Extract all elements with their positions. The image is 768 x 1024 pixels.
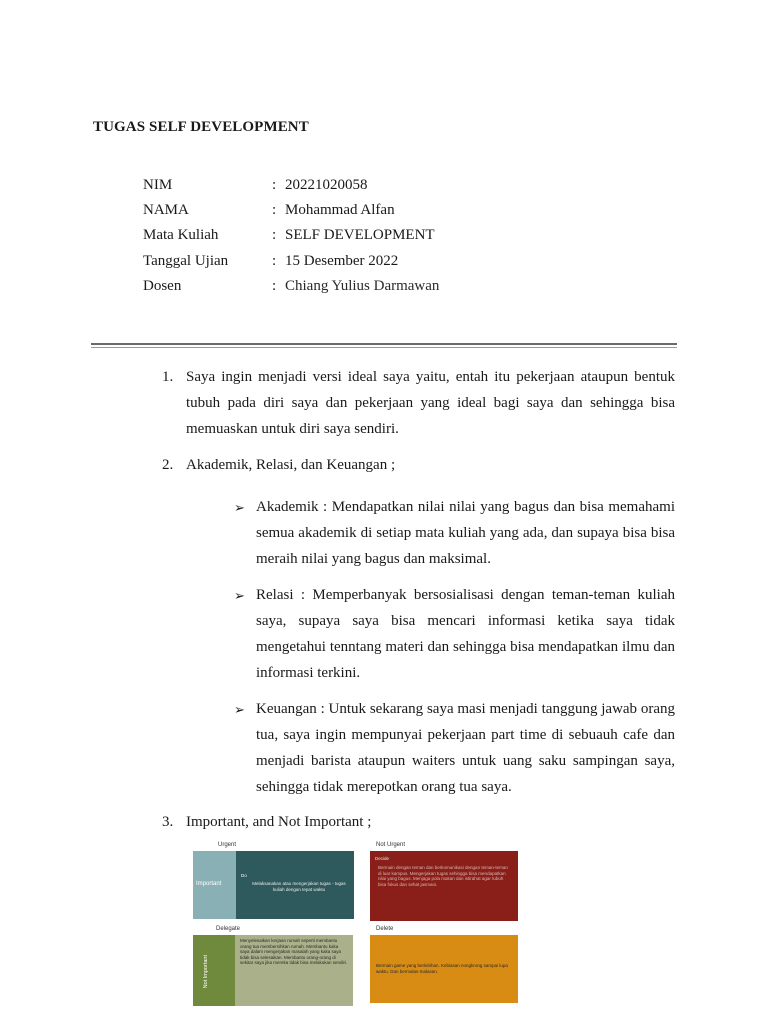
info-label: Dosen [143, 278, 182, 294]
info-colon: : [272, 253, 277, 269]
bullet-arrow-icon: ➢ [234, 588, 245, 603]
matrix-delegate-quadrant [235, 935, 353, 1006]
item-text: Akademik, Relasi, dan Keuangan ; [186, 457, 396, 473]
decide-title: Decide [375, 856, 390, 861]
item-number: 1. [162, 369, 174, 385]
document-title: TUGAS SELF DEVELOPMENT [93, 119, 309, 135]
matrix-do-quadrant [236, 851, 354, 919]
info-value: Chiang Yulius Darmawan [285, 278, 440, 294]
info-label: Mata Kuliah [143, 227, 219, 243]
item-text: Saya ingin menjadi versi ideal saya yaitu, entah itu pekerjaan ataupun bentuk tubuh pada diri saya dan pekerjaan yang ideal bagi saya dan sehingga bisa memuaskan untuk diri saya sendiri. [186, 369, 675, 437]
matrix-delete-quadrant [370, 935, 518, 1003]
divider-line-thin [91, 347, 677, 348]
priority-matrix-image [188, 840, 524, 1010]
matrix-row-not-important: Not Important [203, 955, 209, 989]
bullet-text: Keuangan : Untuk sekarang saya masi menjadi tanggung jawab orang tua, saya ingin mempunyai pekerjaan part time di sebuauh cafe dan menjadi barista ataupun waiters untuk uang saku sampingan saya, sehingga tidak merepotkan orang tua saya. [256, 701, 675, 795]
do-title: Do [241, 873, 247, 878]
matrix-important-sidebar [193, 851, 236, 919]
item-number: 2. [162, 457, 174, 473]
bullet-text: Akademik : Mendapatkan nilai nilai yang bagus dan bisa memahami semua akademik di setiap mata kuliah yang ada, dan supaya bisa bisa meraih nilai yang bagus dan maksimal. [256, 499, 675, 567]
info-value: 20221020058 [285, 177, 368, 193]
bullet-text: Relasi : Memperbanyak bersosialisasi dengan teman-teman kuliah saya, supaya saya bisa mencari informasi ketika saya tidak mengetahui tenntang materi dan sehingga bisa mendapatkan ilmu dan informasi terkini. [256, 587, 675, 681]
info-value: Mohammad Alfan [285, 202, 395, 218]
matrix-delegate-label: Delegate [216, 926, 241, 932]
info-colon: : [272, 278, 277, 294]
bullet-arrow-icon: ➢ [234, 500, 245, 515]
info-label: NIM [143, 177, 173, 193]
matrix-row-important: Important [196, 881, 222, 887]
matrix-delete-label: Delete [376, 926, 394, 932]
info-value: 15 Desember 2022 [285, 253, 399, 269]
delegate-text: Menyelesaikan kerjaan rumah seperti membantu orang tua membersihkan rumah. Membantu kaka saya dalam mengerjakan masalah yang kaka saya tidak bisa selesaikan. Membantu orang-orang di sekitar saya jika mereka tidak bisa melakukan sendiri. [240, 938, 348, 965]
info-colon: : [272, 227, 277, 243]
matrix-not-important-sidebar [193, 935, 235, 1006]
info-colon: : [272, 202, 277, 218]
delete-text: Bermain game yang berlebihan. Kebiasan nongkrong sampai lupa waktu. Dan bermalas-malasan. [376, 963, 508, 974]
decide-text: Bermain dengan teman dan berkomunikasi dengan teman-teman di luar kampus. Mengerjakan tugas sehingga bisa mendapatkan nilai yang bagus. Menjaga pola makan dan istirahat agar tubuh bisa fokus dan sehat jasmani. [378, 865, 508, 887]
info-value: SELF DEVELOPMENT [285, 227, 435, 243]
info-label: NAMA [143, 202, 189, 218]
info-label: Tanggal Ujian [143, 253, 229, 269]
item-text: Important, and Not Important ; [186, 814, 372, 830]
info-colon: : [272, 177, 277, 193]
matrix-decide-quadrant [370, 851, 518, 921]
bullet-arrow-icon: ➢ [234, 702, 245, 717]
do-text: Melaksanakan atau mengerjakan tugas - tugas kuliah dengan tepat waktu [252, 881, 346, 892]
matrix-col-not-urgent: Not Urgent [376, 842, 406, 848]
divider-line [91, 343, 677, 345]
item-number: 3. [162, 814, 174, 830]
matrix-col-urgent: Urgent [218, 842, 237, 848]
